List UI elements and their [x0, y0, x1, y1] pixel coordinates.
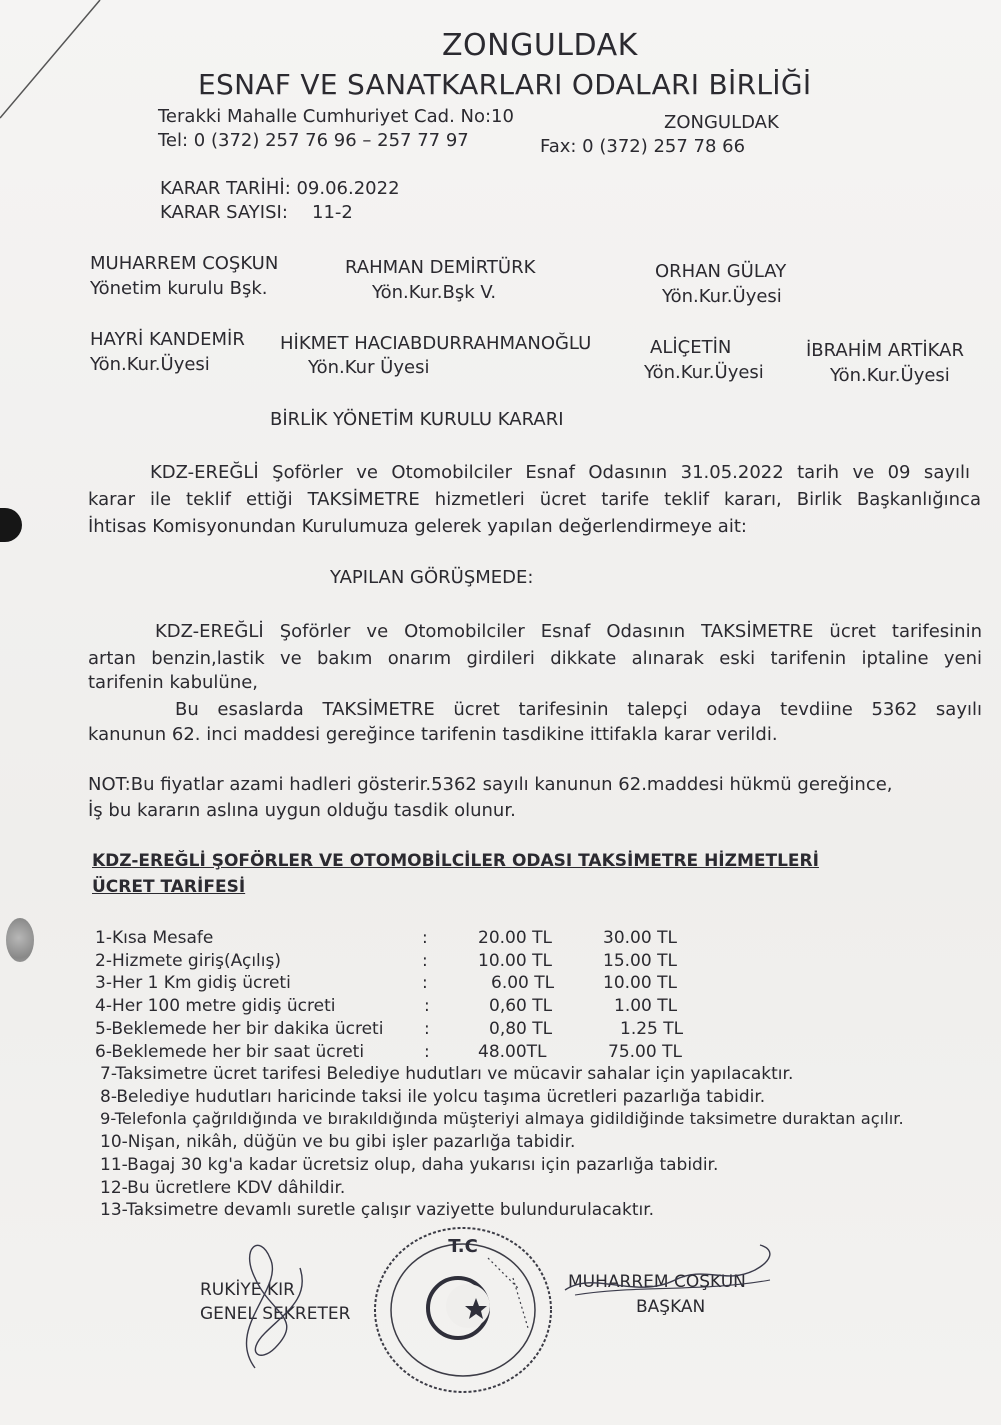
subheading: YAPILAN GÖRÜŞMEDE:	[330, 567, 534, 588]
para1-line3: İhtisas Komisyonundan Kurulumuza gelerek yapılan değerlendirmeye ait:	[88, 516, 747, 537]
left-signatory-title: GENEL SEKRETER	[200, 1304, 351, 1324]
para1-line1: KDZ-EREĞLİ Şoförler ve Otomobilciler Esnaf Odasının 31.05.2022 tarih ve 09 sayılı	[150, 462, 970, 483]
member-title: Yön.Kur.Bşk V.	[372, 282, 497, 303]
member-title: Yönetim kurulu Bşk.	[90, 278, 268, 299]
member-title: Yön.Kur.Üyesi	[644, 362, 764, 383]
punch-hole	[0, 508, 22, 542]
para3-line2: kanunun 62. inci maddesi gereğince tarifenin tasdikine ittifakla karar verildi.	[88, 724, 778, 745]
tariff-rule: 7-Taksimetre ücret tarifesi Belediye hudutları ve mücavir sahalar için yapılacaktır.	[100, 1064, 794, 1084]
tariff-row-old: 10.00 TL	[478, 951, 552, 971]
tariff-row-old: 6.00 TL	[491, 973, 555, 993]
tariff-row-new: 10.00 TL	[603, 973, 677, 993]
note-line1: NOT:Bu fiyatlar azami hadleri gösterir.5362 sayılı kanunun 62.maddesi hükmü gereğince,	[88, 774, 893, 795]
member-name: MUHARREM COŞKUN	[90, 253, 279, 274]
tariff-row-colon: :	[424, 996, 430, 1016]
tariff-row-new: 1.00 TL	[614, 996, 678, 1016]
left-signatory-name: RUKİYE KIR	[200, 1280, 295, 1300]
tariff-row-old: 0,80 TL	[489, 1019, 553, 1039]
section-title: BİRLİK YÖNETİM KURULU KARARI	[270, 409, 564, 430]
fold-line	[0, 0, 120, 130]
tariff-title-line2: ÜCRET TARİFESİ	[92, 877, 246, 897]
decision-number-label: KARAR SAYISI:	[160, 202, 288, 223]
para1-line2: karar ile teklif ettiği TAKSİMETRE hizmetleri ücret tarife teklif kararı, Birlik Başkanlığınca	[88, 489, 981, 510]
member-title: Yön.Kur.Üyesi	[90, 354, 210, 375]
member-name: İBRAHİM ARTİKAR	[806, 340, 964, 361]
member-name: HİKMET HACIABDURRAHMANOĞLU	[280, 333, 592, 354]
tariff-row-label: 1-Kısa Mesafe	[95, 928, 214, 948]
tariff-row-new: 1.25 TL	[620, 1019, 684, 1039]
member-title: Yön.Kur.Üyesi	[662, 286, 782, 307]
member-name: ORHAN GÜLAY	[655, 261, 787, 282]
tariff-row-colon: :	[422, 928, 428, 948]
para2-line3: tarifenin kabulüne,	[88, 672, 259, 693]
tariff-row-colon: :	[424, 1042, 430, 1062]
header-city: ZONGULDAK	[664, 112, 779, 133]
member-title: Yön.Kur Üyesi	[308, 357, 430, 378]
note-line2: İş bu kararın aslına uygun olduğu tasdik olunur.	[88, 800, 516, 821]
tariff-row-old: 20.00 TL	[478, 928, 552, 948]
tariff-row-label: 3-Her 1 Km gidiş ücreti	[95, 973, 291, 993]
tariff-row-label: 6-Beklemede her bir saat ücreti	[95, 1042, 365, 1062]
member-name: RAHMAN DEMİRTÜRK	[345, 257, 536, 278]
header-address: Terakki Mahalle Cumhuriyet Cad. No:10	[158, 106, 514, 127]
tariff-rule: 11-Bagaj 30 kg'a kadar ücretsiz olup, daha yukarısı için pazarlığa tabidir.	[100, 1155, 719, 1175]
tariff-row-label: 5-Beklemede her bir dakika ücreti	[95, 1019, 384, 1039]
tariff-row-label: 4-Her 100 metre gidiş ücreti	[95, 996, 336, 1016]
right-signatory-name: MUHARREM COŞKUN	[568, 1272, 746, 1292]
tariff-row-colon: :	[422, 951, 428, 971]
decision-date: KARAR TARİHİ: 09.06.2022	[160, 178, 400, 199]
tariff-row-new: 15.00 TL	[603, 951, 677, 971]
para3-line1: Bu esaslarda TAKSİMETRE ücret tarifesinin talepçi odaya tevdiine 5362 sayılı	[175, 699, 982, 720]
tariff-rule: 12-Bu ücretlere KDV dâhildir.	[100, 1178, 346, 1198]
tariff-row-old: 48.00TL	[478, 1042, 547, 1062]
punch-hole-shadow	[6, 918, 34, 962]
decision-number-value: 11-2	[312, 202, 353, 223]
tariff-row-new: 30.00 TL	[603, 928, 677, 948]
tariff-row-label: 2-Hizmete giriş(Açılış)	[95, 951, 281, 971]
right-signatory-title: BAŞKAN	[636, 1297, 706, 1317]
tariff-rule: 10-Nişan, nikâh, düğün ve bu gibi işler pazarlığa tabidir.	[100, 1132, 576, 1152]
tariff-rule: 9-Telefonla çağrıldığında ve bırakıldığında müşteriyi almaya gidildiğinde taksimetre duraktan açılır.	[100, 1109, 904, 1128]
member-name: ALİÇETİN	[650, 337, 732, 358]
tariff-title-line1: KDZ-EREĞLİ ŞOFÖRLER VE OTOMOBİLCİLER ODASI TAKSİMETRE HİZMETLERİ	[92, 851, 819, 871]
right-signature	[555, 1240, 785, 1330]
tariff-row-new: 75.00 TL	[608, 1042, 682, 1062]
tariff-row-colon: :	[424, 1019, 430, 1039]
official-stamp	[368, 1218, 558, 1398]
para2-line2: artan benzin,lastik ve bakım onarım girdileri dikkate alınarak eski tarifenin iptaline yeni	[88, 648, 982, 669]
header-line2: ESNAF VE SANATKARLARI ODALARI BİRLİĞİ	[198, 68, 812, 101]
stamp-text: T.C	[448, 1236, 478, 1257]
member-title: Yön.Kur.Üyesi	[830, 365, 950, 386]
left-signature	[215, 1228, 325, 1378]
tariff-rule: 8-Belediye hudutları haricinde taksi ile yolcu taşıma ücretleri pazarlığa tabidir.	[100, 1087, 766, 1107]
tariff-row-colon: :	[422, 973, 428, 993]
member-name: HAYRİ KANDEMİR	[90, 329, 245, 350]
para2-line1: KDZ-EREĞLİ Şoförler ve Otomobilciler Esnaf Odasının TAKSİMETRE ücret tarifesinin	[155, 621, 982, 642]
tariff-rule: 13-Taksimetre devamlı suretle çalışır vaziyette bulundurulacaktır.	[100, 1200, 655, 1220]
header-line1: ZONGULDAK	[442, 28, 638, 63]
header-tel: Tel: 0 (372) 257 76 96 – 257 77 97	[158, 130, 469, 151]
header-fax: Fax: 0 (372) 257 78 66	[540, 136, 746, 157]
tariff-row-old: 0,60 TL	[489, 996, 553, 1016]
